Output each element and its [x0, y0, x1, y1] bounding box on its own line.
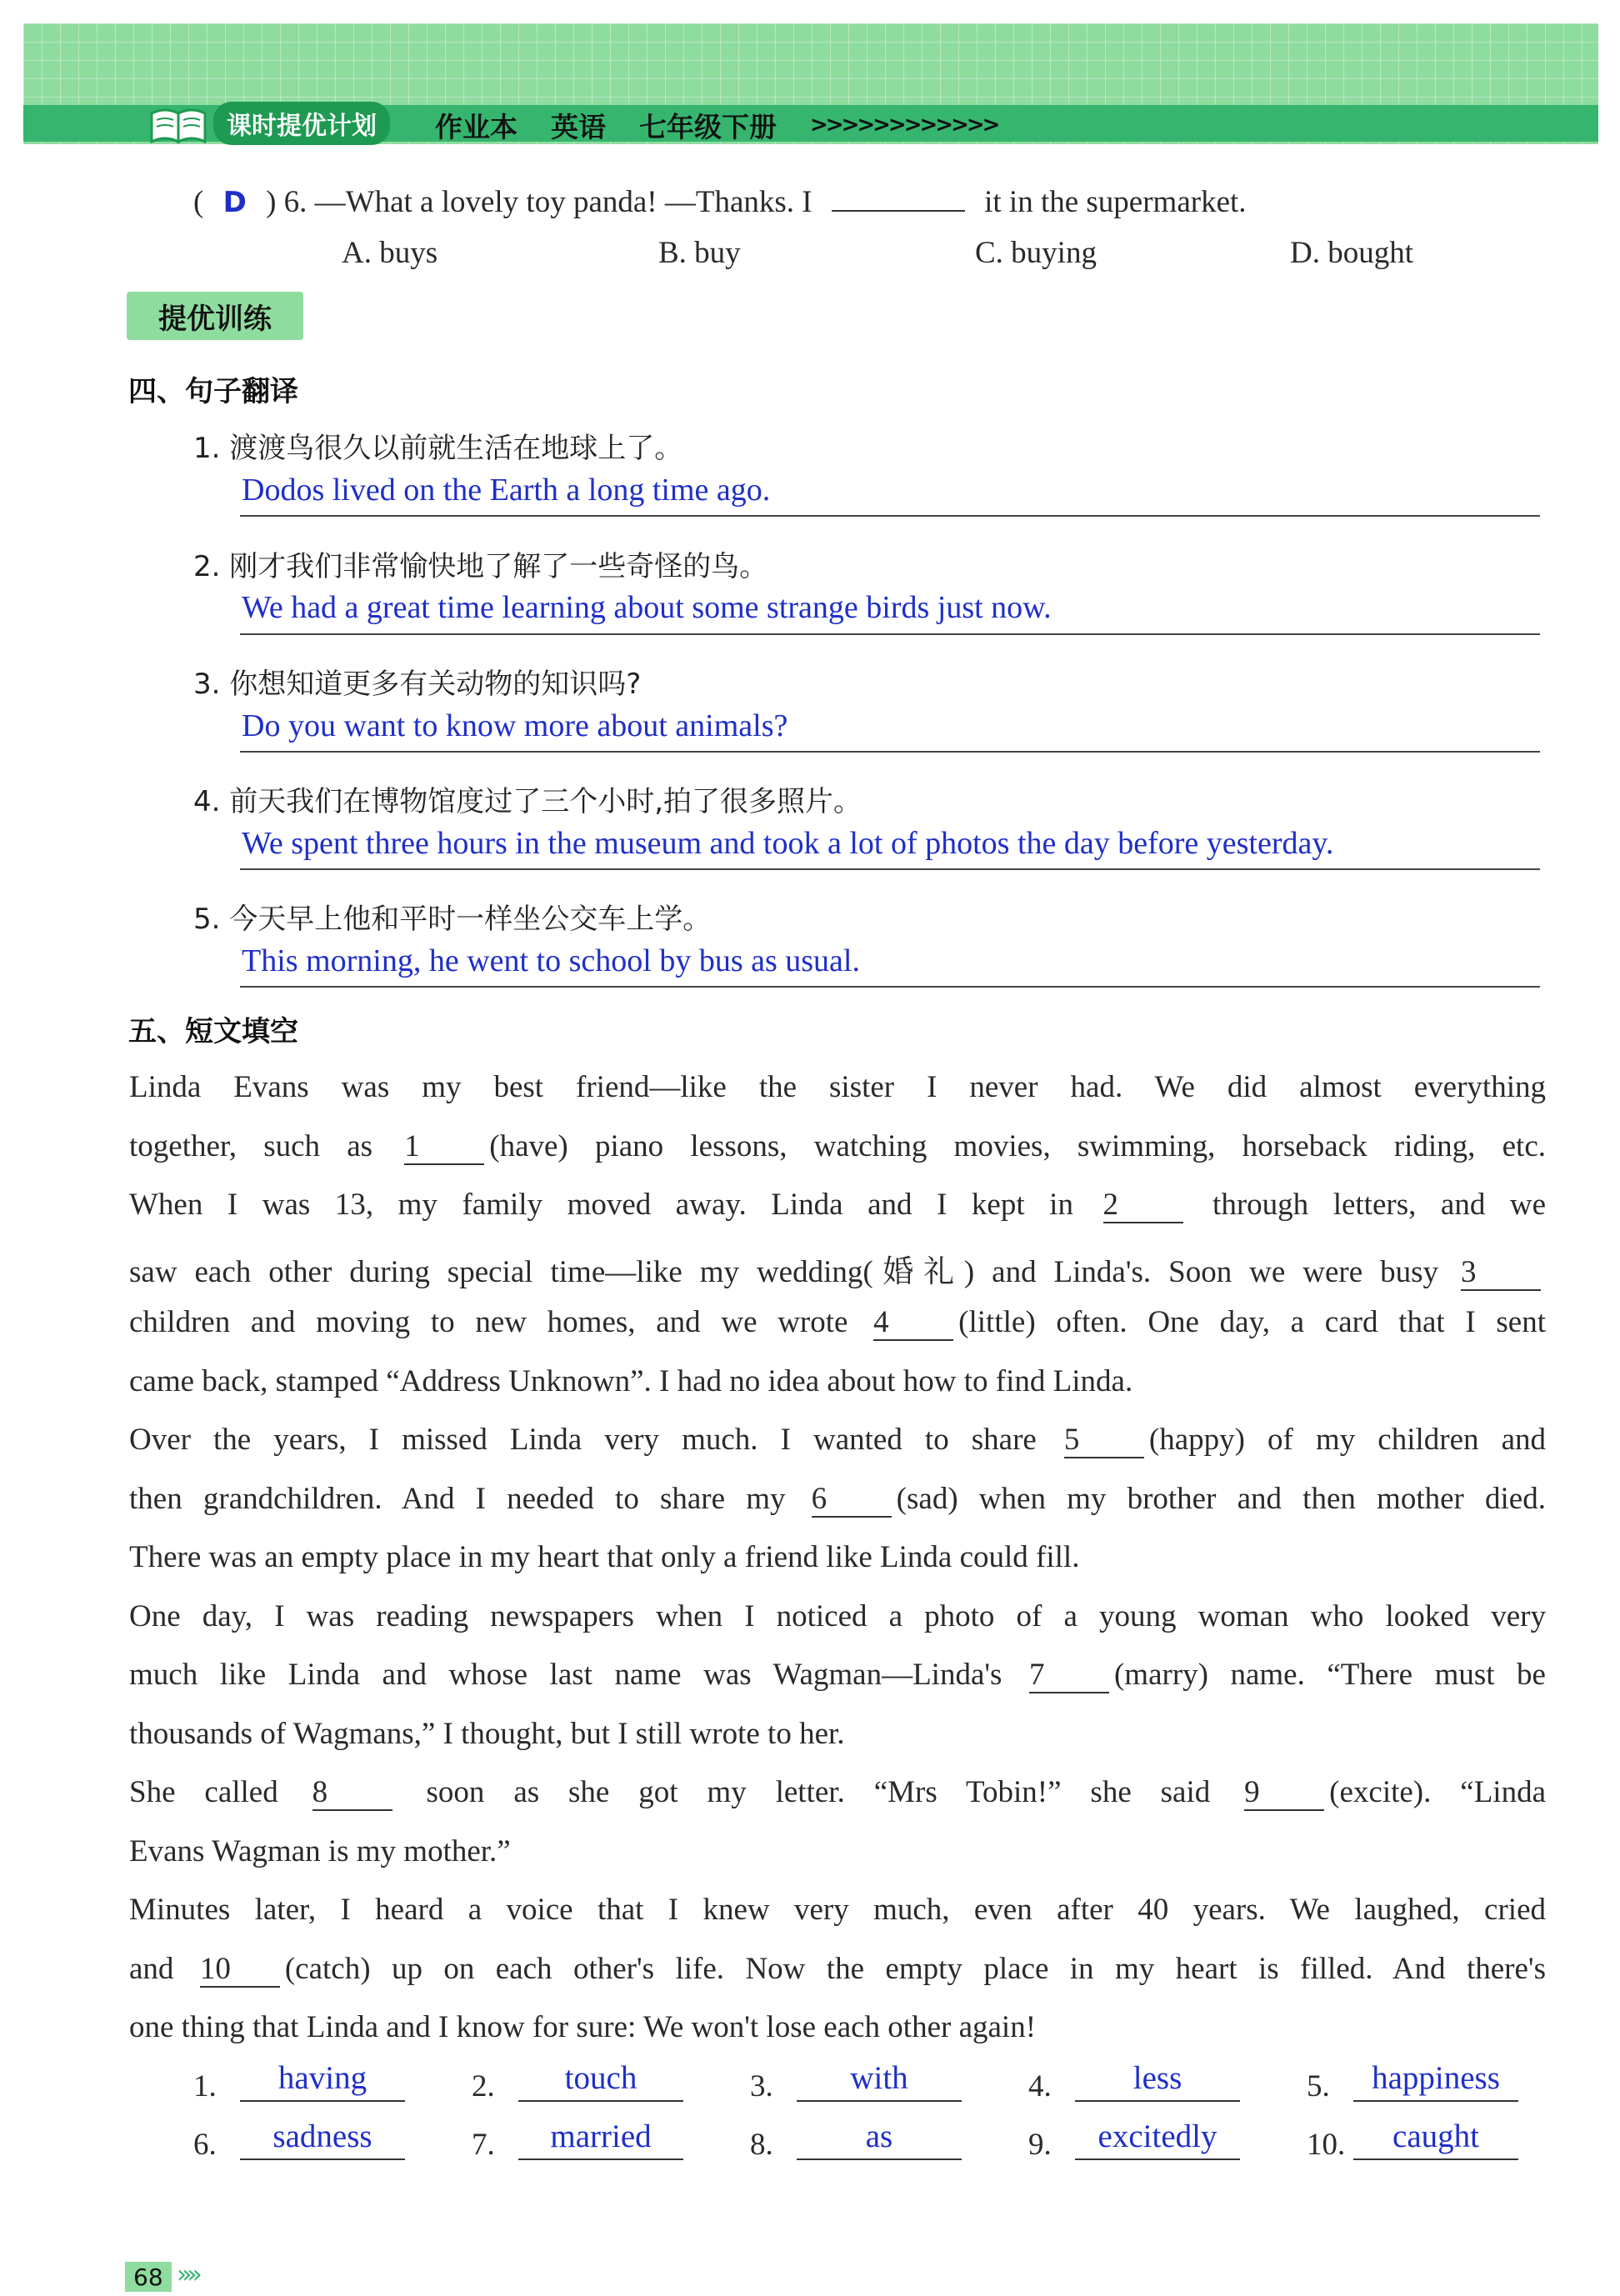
- passage-line: [129, 1892, 1546, 1928]
- passage-text: Evans Wagman is my mother.”: [129, 1833, 511, 1868]
- passage-line: [129, 1304, 1546, 1341]
- q6-option-a: A. buys: [342, 236, 438, 270]
- passage-text: Linda Evans was my best friend—like the sister I never had. We did almost everything: [129, 1070, 1546, 1104]
- passage-line: [129, 1246, 1546, 1291]
- translation-item-4-en: We spent three hours in the museum and took a lot of photos the day before yesterday.: [242, 826, 1334, 861]
- passage-line: [129, 1539, 1546, 1575]
- q6-stem-before: 6. —What a lovely toy panda! —Thanks. I: [283, 185, 812, 219]
- answer-line: [240, 515, 1540, 517]
- answer-number: 5.: [1307, 2069, 1330, 2103]
- answer-value: touch: [518, 2058, 683, 2102]
- passage-text: soon as she got my letter. “Mrs Tobin!” she said: [397, 1775, 1240, 1809]
- section4-title: 四、句子翻译: [128, 375, 298, 408]
- open-book-icon: [148, 102, 208, 145]
- answer-value: caught: [1353, 2117, 1518, 2160]
- page-number: 68: [125, 2262, 172, 2292]
- passage-text: When I was 13, my family moved away. Linda and I kept in: [129, 1188, 1098, 1222]
- passage-line: [129, 1363, 1546, 1399]
- passage-text: She called: [129, 1775, 308, 1809]
- q6-stem-after: it in the supermarket.: [984, 185, 1247, 219]
- passage-line: [129, 1716, 1546, 1752]
- passage-blank: 5: [1064, 1423, 1144, 1458]
- passage-text: then grandchildren. And I needed to share my: [129, 1481, 807, 1516]
- passage-line: [129, 1128, 1546, 1165]
- translation-item-5-cn: 5. 今天早上他和平时一样坐公交车上学。: [193, 903, 712, 936]
- answer-number: 10.: [1307, 2128, 1346, 2162]
- answer-number: 1.: [193, 2069, 217, 2103]
- passage-line: [129, 1951, 1546, 1988]
- page-arrows-icon: »»: [177, 2260, 198, 2289]
- translation-item-1-en: Dodos lived on the Earth a long time ago.: [242, 473, 771, 508]
- q6-option-d: D. bought: [1290, 236, 1413, 270]
- q6-option-c: C. buying: [975, 236, 1097, 270]
- passage-text: (little) often. One day, a card that I sent: [958, 1305, 1546, 1339]
- passage-text: Over the years, I missed Linda very much. I wanted to share: [129, 1423, 1059, 1457]
- passage-text: (have) piano lessons, watching movies, swimming, horseback riding, etc.: [489, 1128, 1546, 1163]
- passage-text: One day, I was reading newspapers when I noticed a photo of a young woman who looked very: [129, 1598, 1546, 1633]
- brand-logo: [148, 100, 390, 147]
- passage-line: [129, 1598, 1546, 1634]
- passage-text: came back, stamped “Address Unknown”. I had no idea about how to find Linda.: [129, 1363, 1133, 1398]
- translation-item-2-cn: 2. 刚才我们非常愉快地了解了一些奇怪的鸟。: [193, 550, 768, 583]
- paren-close: ): [266, 185, 277, 219]
- passage-line: [129, 1069, 1546, 1105]
- translation-item-4-cn: 4. 前天我们在博物馆度过了三个小时,拍了很多照片。: [193, 785, 862, 818]
- translation-item-1-cn: 1. 渡渡鸟很久以前就生活在地球上了。: [193, 432, 683, 465]
- brand-name: 课时提优计划: [213, 102, 390, 145]
- translation-item-3-cn: 3. 你想知道更多有关动物的知识吗?: [193, 668, 642, 701]
- answer-number: 9.: [1028, 2128, 1052, 2162]
- passage-line: [129, 1833, 1546, 1869]
- answer-number: 3.: [750, 2069, 773, 2103]
- passage-text: thousands of Wagmans,” I thought, but I still wrote to her.: [129, 1716, 845, 1751]
- translation-item-2-en: We had a great time learning about some strange birds just now.: [242, 590, 1052, 625]
- passage-text: (catch) up on each other's life. Now the empty place in my heart is filled. And there's: [284, 1951, 1546, 1986]
- passage-text: through letters, and we: [1188, 1188, 1547, 1222]
- passage-text: one thing that Linda and I know for sure: We won't lose each other again!: [129, 2010, 1037, 2044]
- passage-blank: 9: [1244, 1776, 1324, 1811]
- section5-title: 五、短文填空: [128, 1015, 298, 1048]
- translation-item-5-en: This morning, he went to school by bus as usual.: [242, 943, 860, 978]
- answer-value: as: [797, 2117, 962, 2160]
- q6-blank: [832, 177, 965, 212]
- passage-blank: 10: [200, 1953, 280, 1988]
- passage-line: [129, 2009, 1546, 2045]
- answer-number: 2.: [472, 2069, 495, 2103]
- answer-value: with: [797, 2058, 962, 2102]
- question-6: [193, 177, 1247, 220]
- answer-value: happiness: [1353, 2058, 1518, 2102]
- answer-line: [240, 751, 1540, 753]
- passage-blank: 2: [1103, 1188, 1183, 1223]
- passage-line: [129, 1657, 1546, 1693]
- passage-blank: 7: [1029, 1658, 1109, 1693]
- answer-value: having: [240, 2058, 405, 2102]
- passage-line: [129, 1422, 1546, 1458]
- answer-number: 4.: [1028, 2069, 1052, 2103]
- passage-text: together, such as: [129, 1128, 400, 1163]
- passage-text: and: [129, 1951, 195, 1986]
- passage-text: (happy) of my children and: [1148, 1423, 1546, 1457]
- q6-answer: D: [222, 186, 247, 219]
- passage-line: [129, 1187, 1546, 1223]
- passage-text: (sad) when my brother and then mother died.: [896, 1481, 1546, 1516]
- grade: 七年级下册: [639, 110, 777, 143]
- answer-value: less: [1075, 2058, 1240, 2102]
- paren-open: (: [193, 185, 204, 219]
- passage-text: children and moving to new homes, and we wrote: [129, 1305, 869, 1339]
- answer-value: married: [518, 2117, 683, 2160]
- passage-line: [129, 1481, 1546, 1518]
- translation-item-3-en: Do you want to know more about animals?: [242, 708, 788, 743]
- passage-text: much like Linda and whose last name was Wagman—Linda's: [129, 1658, 1024, 1692]
- passage-blank: 6: [812, 1483, 892, 1518]
- passage-blank: 8: [312, 1776, 392, 1811]
- answer-line: [240, 868, 1540, 870]
- passage-blank: 4: [873, 1306, 953, 1341]
- answer-line: [240, 633, 1540, 635]
- passage-blank: 3: [1461, 1256, 1541, 1291]
- passage-text: Minutes later, I heard a voice that I knew very much, even after 40 years. We laughed, cried: [129, 1893, 1546, 1927]
- answer-number: 7.: [472, 2128, 495, 2162]
- q6-option-b: B. buy: [658, 236, 741, 270]
- passage-text: There was an empty place in my heart that only a friend like Linda could fill.: [129, 1540, 1080, 1574]
- answer-line: [240, 986, 1540, 988]
- passage-blank: 1: [404, 1130, 484, 1165]
- passage-text: (marry) name. “There must be: [1113, 1658, 1546, 1692]
- book-type: 作业本: [435, 110, 518, 143]
- passage-text: (excite). “Linda: [1329, 1775, 1546, 1809]
- subject: 英语: [551, 110, 606, 143]
- header-titles: [435, 105, 1031, 145]
- passage-text: saw each other during special time—like my wedding(婚礼) and Linda's. Soon we were busy: [129, 1254, 1456, 1289]
- answer-value: sadness: [240, 2117, 405, 2160]
- answer-number: 8.: [750, 2128, 773, 2162]
- answer-value: excitedly: [1075, 2117, 1240, 2160]
- passage-line: [129, 1774, 1546, 1811]
- section-badge-training: 提优训练: [127, 292, 303, 340]
- header-arrows: >>>>>>>>>>>>: [810, 113, 998, 138]
- answer-number: 6.: [193, 2128, 217, 2162]
